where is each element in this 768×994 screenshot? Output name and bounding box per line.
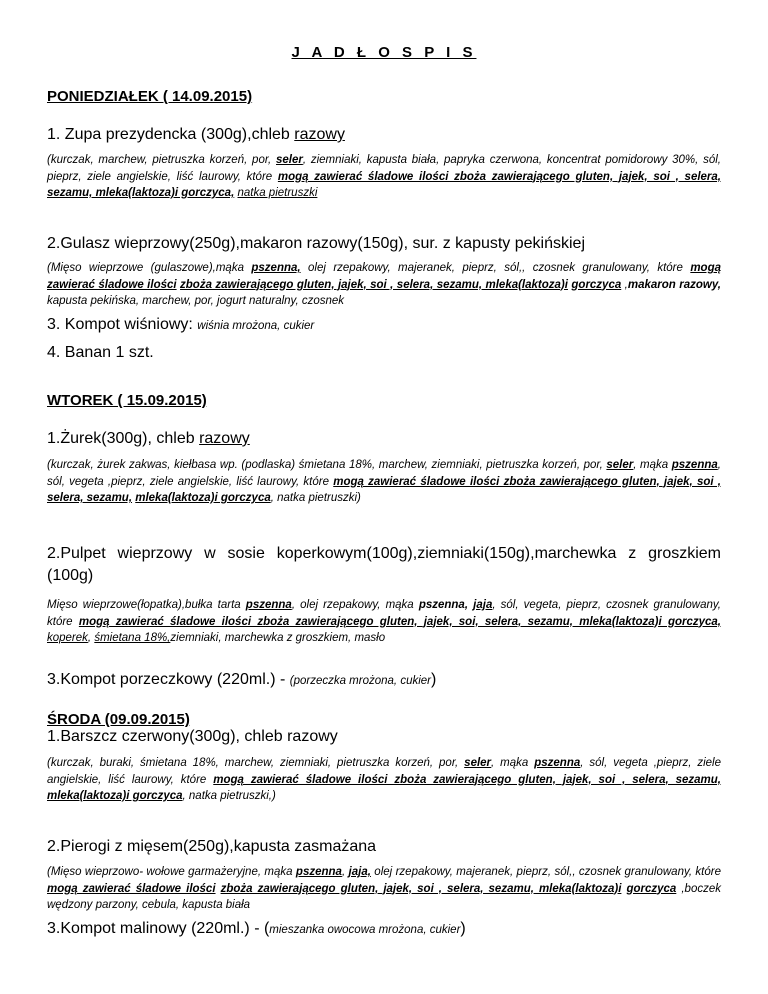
- text-run: 3.Kompot porzeczkowy (220ml.) -: [47, 671, 290, 688]
- text-run: ,boczek wędzony parzony, cebula, kapusta biała: [47, 882, 721, 911]
- text-run: pszenna: [295, 866, 342, 878]
- text-run: ): [431, 671, 437, 688]
- text-run: pszenna: [245, 599, 292, 611]
- text-run: mieszanka owocowa mrożona, cukier: [269, 924, 461, 936]
- text-run: ,: [87, 632, 95, 644]
- ingredients-main-wednesday: [47, 864, 721, 914]
- day-heading-monday: PONIEDZIAŁEK ( 14.09.2015): [47, 88, 253, 105]
- text-run: ,: [621, 278, 628, 291]
- text-run: pszenna: [671, 459, 718, 471]
- text-run: 3. Kompot wiśniowy:: [47, 316, 198, 333]
- text-run: , sól, vegeta ,pieprz, ziele angielskie, liść laurowy, które: [47, 459, 721, 488]
- text-run: mleka(laktoza)i gorczyca: [47, 790, 183, 802]
- text-run: (kurczak, marchew, pietruszka korzeń, por,: [47, 154, 277, 166]
- text-run: mogą zawierać śladowe ilości: [47, 882, 216, 895]
- dish-main-wednesday: 2.Pierogi z mięsem(250g),kapusta zasmażana: [47, 838, 377, 855]
- text-run: ,: [341, 866, 349, 878]
- text-run: , mąka: [633, 459, 672, 471]
- dish-main-monday: 2.Gulasz wieprzowy(250g),makaron razowy(150g), sur. z kapusty pekińskiej: [47, 235, 586, 252]
- text-run: 3.Kompot malinowy (220ml.) - (: [47, 920, 270, 937]
- text-run: , natka pietruszki,): [182, 790, 276, 802]
- text-run: 1.Żurek(300g), chleb: [47, 430, 200, 447]
- text-run: olej rzepakowy, majeranek, pieprz, sól,, czosnek granulowany, które: [300, 262, 691, 274]
- text-run: , natka pietruszki): [270, 492, 361, 504]
- text-run: wiśnia mrożona, cukier: [197, 320, 315, 332]
- text-run: śmietana 18%,: [94, 632, 171, 644]
- text-run: (Mięso wieprzowe (gulaszowe),mąka: [47, 262, 252, 274]
- text-run: pszenna: [534, 757, 581, 769]
- dish-drink-wednesday: [47, 918, 721, 941]
- text-run: seler: [464, 757, 492, 769]
- text-run: mleka(laktoza)i gorczyca: [135, 492, 271, 504]
- text-run: razowy: [294, 126, 345, 143]
- text-run: (kurczak, żurek zakwas, kiełbasa wp. (podlaska) śmietana 18%, marchew, ziemniaki, pietruszka korzeń, por,: [47, 459, 607, 471]
- ingredients-main-tuesday: [47, 597, 721, 647]
- text-run: makaron razowy,: [627, 278, 721, 291]
- text-run: mogą zawierać śladowe ilości zboża zawierającego gluten, jajek, soi, selera, sezamu, mleka(laktoza)i gorczyca,: [78, 615, 721, 628]
- text-run: zboża zawierającego gluten, jajek, soi , selera, sezamu, mleka(laktoza)i: [220, 882, 622, 895]
- document-title: J A D Ł O S P I S: [291, 44, 477, 61]
- text-run: ziemniaki, marchewka z groszkiem, masło: [170, 632, 386, 644]
- day-heading-wednesday: ŚRODA (09.09.2015): [47, 711, 190, 728]
- text-run: seler: [606, 459, 634, 471]
- text-run: pszenna,: [418, 599, 469, 611]
- day-heading-tuesday: WTOREK ( 15.09.2015): [47, 392, 207, 409]
- dish-fruit-monday: 4. Banan 1 szt.: [47, 344, 154, 361]
- text-run: , ziemniaki, kapusta biała, papryka czerwona, koncentrat pomidorowy 30%, sól, pieprz, ziele angielskie, liść laurowy, które: [47, 154, 722, 183]
- text-run: mogą zawierać śladowe ilości: [47, 262, 721, 291]
- dish-soup-tuesday: [47, 428, 721, 450]
- text-run: gorczyca: [571, 278, 622, 291]
- dish-soup-wednesday: 1.Barszcz czerwony(300g), chleb razowy: [47, 728, 338, 745]
- ingredients-soup-wednesday: [47, 755, 721, 805]
- ingredients-main-monday: [47, 260, 721, 310]
- text-run: jaja,: [348, 866, 371, 878]
- text-run: , olej rzepakowy, mąka: [291, 599, 419, 611]
- text-run: mogą zawierać śladowe ilości zboża zawierającego gluten, jajek, soi , selera, sezamu,: [47, 475, 721, 504]
- text-run: pszenna,: [251, 262, 301, 274]
- text-run: ): [460, 920, 466, 937]
- text-run: olej rzepakowy, majeranek, pieprz, sól,, czosnek granulowany, które: [370, 866, 722, 878]
- text-run: , sól, vegeta ,pieprz, ziele angielskie, liść laurowy, które: [47, 757, 721, 786]
- dish-soup-monday: [47, 124, 721, 146]
- text-run: (Mięso wieprzowo- wołowe garmażeryjne, mąka: [47, 866, 296, 878]
- text-run: seler: [276, 154, 303, 166]
- text-run: , mąka: [491, 757, 535, 769]
- text-run: jaja: [473, 599, 493, 611]
- text-run: zboża zawierającego gluten, jajek, soi , selera, sezamu, mleka(laktoza)i: [180, 278, 568, 291]
- dish-main-tuesday: 2.Pulpet wieprzowy w sosie koperkowym(100g),ziemniaki(150g),marchewka z groszkiem (100g): [47, 545, 721, 584]
- text-run: 1. Zupa prezydencka (300g),chleb: [47, 126, 295, 143]
- text-run: Mięso wieprzowe(łopatka),bułka tarta: [47, 599, 246, 611]
- text-run: (kurczak, buraki, śmietana 18%, marchew, ziemniaki, pietruszka korzeń, por,: [47, 757, 465, 769]
- dish-drink-monday: [47, 314, 721, 337]
- text-run: mogą zawierać śladowe ilości zboża zawierającego gluten, jajek, soi , selera, sezamu, mleka(laktoza)i gorczyca,: [47, 170, 721, 199]
- text-run: razowy: [199, 430, 250, 447]
- text-run: kapusta pekińska, marchew, por, jogurt naturalny, czosnek: [47, 295, 345, 307]
- text-run: (porzeczka mrożona, cukier: [289, 675, 431, 687]
- text-run: mogą zawierać śladowe ilości zboża zawierającego gluten, jajek, soi , selera, sezamu,: [213, 773, 722, 786]
- ingredients-soup-tuesday: [47, 457, 721, 507]
- text-run: koperek: [47, 632, 88, 644]
- dish-drink-tuesday: [47, 669, 721, 692]
- ingredients-soup-monday: [47, 152, 721, 202]
- text-run: , sól, vegeta, pieprz, czosnek granulowany, które: [47, 599, 721, 628]
- text-run: gorczyca: [626, 882, 677, 895]
- text-run: natka pietruszki: [237, 187, 318, 199]
